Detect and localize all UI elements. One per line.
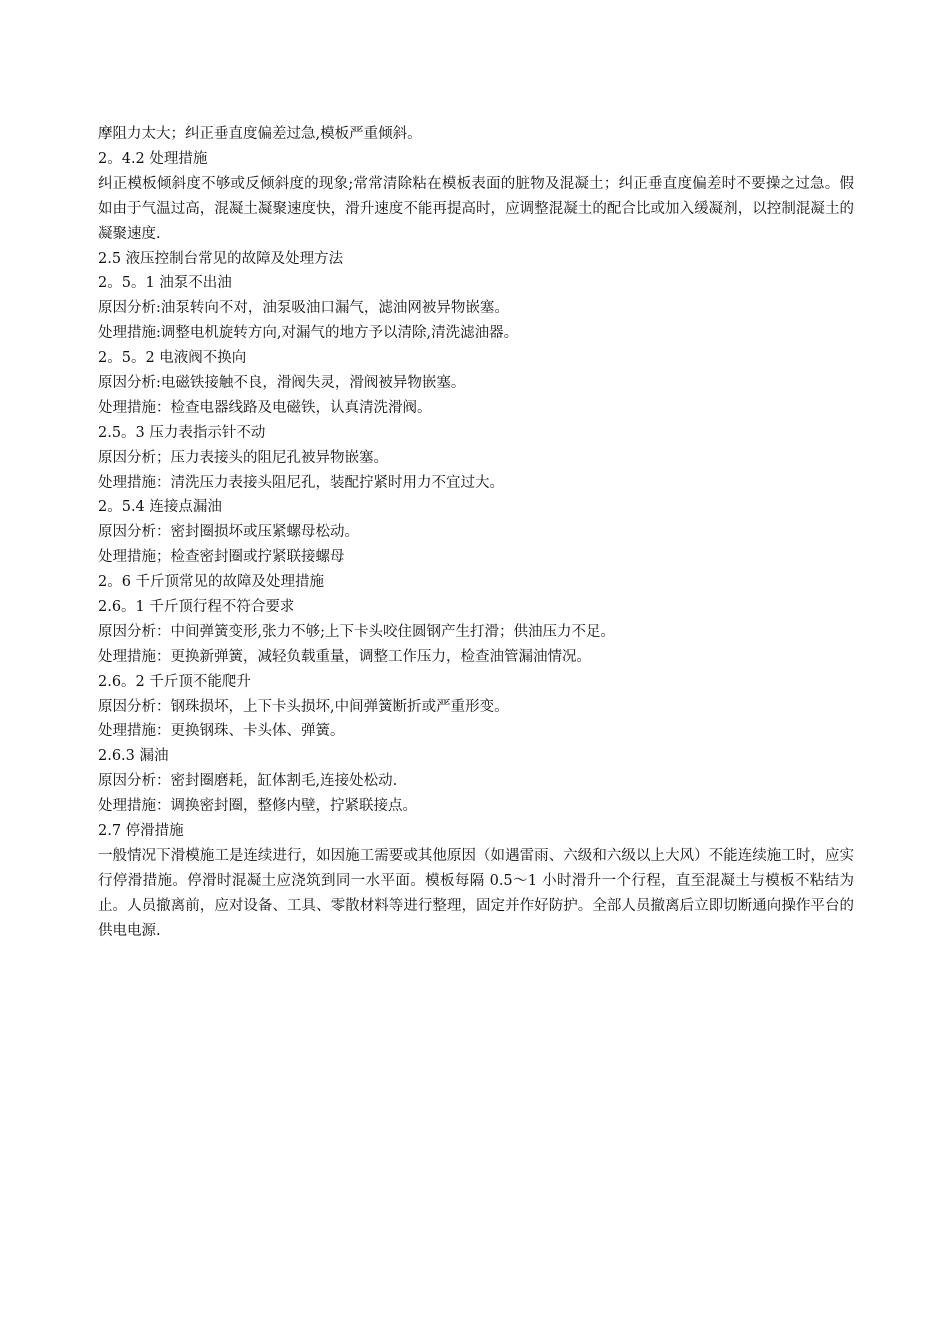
treatment-measure: 处理措施：调换密封圈，整修内壁，拧紧联接点。 — [98, 798, 417, 815]
cause-analysis: 原因分析：密封圈磨耗，缸体割毛,连接处松动. — [98, 773, 398, 790]
treatment-measure: 处理措施:调整电机旋转方向,对漏气的地方予以清除,清洗滤油器。 — [98, 325, 519, 342]
treatment-measure: 处理措施：更换新弹簧，减轻负载重量，调整工作压力，检查油管漏油情况。 — [98, 648, 591, 665]
treatment-measure: 处理措施：检查电器线路及电磁铁，认真清洗滑阀。 — [98, 399, 432, 416]
cause-analysis: 原因分析:电磁铁接触不良，滑阀失灵，滑阀被异物嵌塞。 — [98, 374, 466, 391]
subsection-heading: 2.6。1 千斤顶行程不符合要求 — [98, 598, 295, 615]
section-heading: 2。4.2 处理措施 — [98, 150, 208, 167]
cause-analysis: 原因分析：中间弹簧变形,张力不够;上下卡头咬住圆钢产生打滑；供油压力不足。 — [98, 623, 615, 640]
cause-analysis: 原因分析:油泵转向不对，油泵吸油口漏气，滤油网被异物嵌塞。 — [98, 300, 509, 317]
subsection-heading: 2.6.3 漏油 — [98, 748, 169, 765]
section-heading: 2.5 液压控制台常见的故障及处理方法 — [98, 250, 344, 267]
cause-analysis: 原因分析：钢珠损坏，上下卡头损坏,中间弹簧断折或严重形变。 — [98, 698, 509, 715]
document-body — [98, 122, 854, 944]
cause-analysis: 原因分析；压力表接头的阻尼孔被异物嵌塞。 — [98, 449, 388, 466]
treatment-measure: 处理措施：清洗压力表接头阻尼孔，装配拧紧时用力不宜过大。 — [98, 474, 504, 491]
paragraph: 纠正模板倾斜度不够或反倾斜度的现象;常常清除粘在模板表面的脏物及混凝土；纠正垂直度偏差时不要操之过急。假如由于气温过高，混凝土凝聚速度快，滑升速度不能再提高时，应调整混凝土的配合比或加入缓凝剂，以控制混凝土的凝聚速度. — [98, 175, 854, 242]
section-heading: 2。6 千斤顶常见的故障及处理措施 — [98, 574, 325, 591]
text-line: 摩阻力太大；纠正垂直度偏差过急,模板严重倾斜。 — [98, 126, 422, 142]
subsection-heading: 2.5。3 压力表指示针不动 — [98, 424, 266, 441]
treatment-measure: 处理措施；检查密封圈或拧紧联接螺母 — [98, 549, 345, 566]
cause-analysis: 原因分析：密封圈损坏或压紧螺母松动。 — [98, 524, 359, 541]
subsection-heading: 2。5。1 油泵不出油 — [98, 275, 232, 292]
section-heading: 2.7 停滑措施 — [98, 822, 184, 839]
treatment-measure: 处理措施：更换钢珠、卡头体、弹簧。 — [98, 723, 345, 740]
paragraph: 一般情况下滑模施工是连续进行，如因施工需要或其他原因（如遇雷雨、六级和六级以上大风）不能连续施工时，应实行停滑措施。停滑时混凝土应浇筑到同一水平面。模板每隔 0.5～1 小时滑升一个行程，直至混凝土与模板不粘结为止。人员撤离前，应对设备、工具、零散材料等进行整理，固定并作好防护。全部人员撤离后立即切断通向操作平台的供电电源. — [98, 847, 854, 939]
subsection-heading: 2。5.4 连接点漏油 — [98, 499, 222, 516]
subsection-heading: 2。5。2 电液阀不换向 — [98, 350, 247, 367]
subsection-heading: 2.6。2 千斤顶不能爬升 — [98, 673, 251, 690]
